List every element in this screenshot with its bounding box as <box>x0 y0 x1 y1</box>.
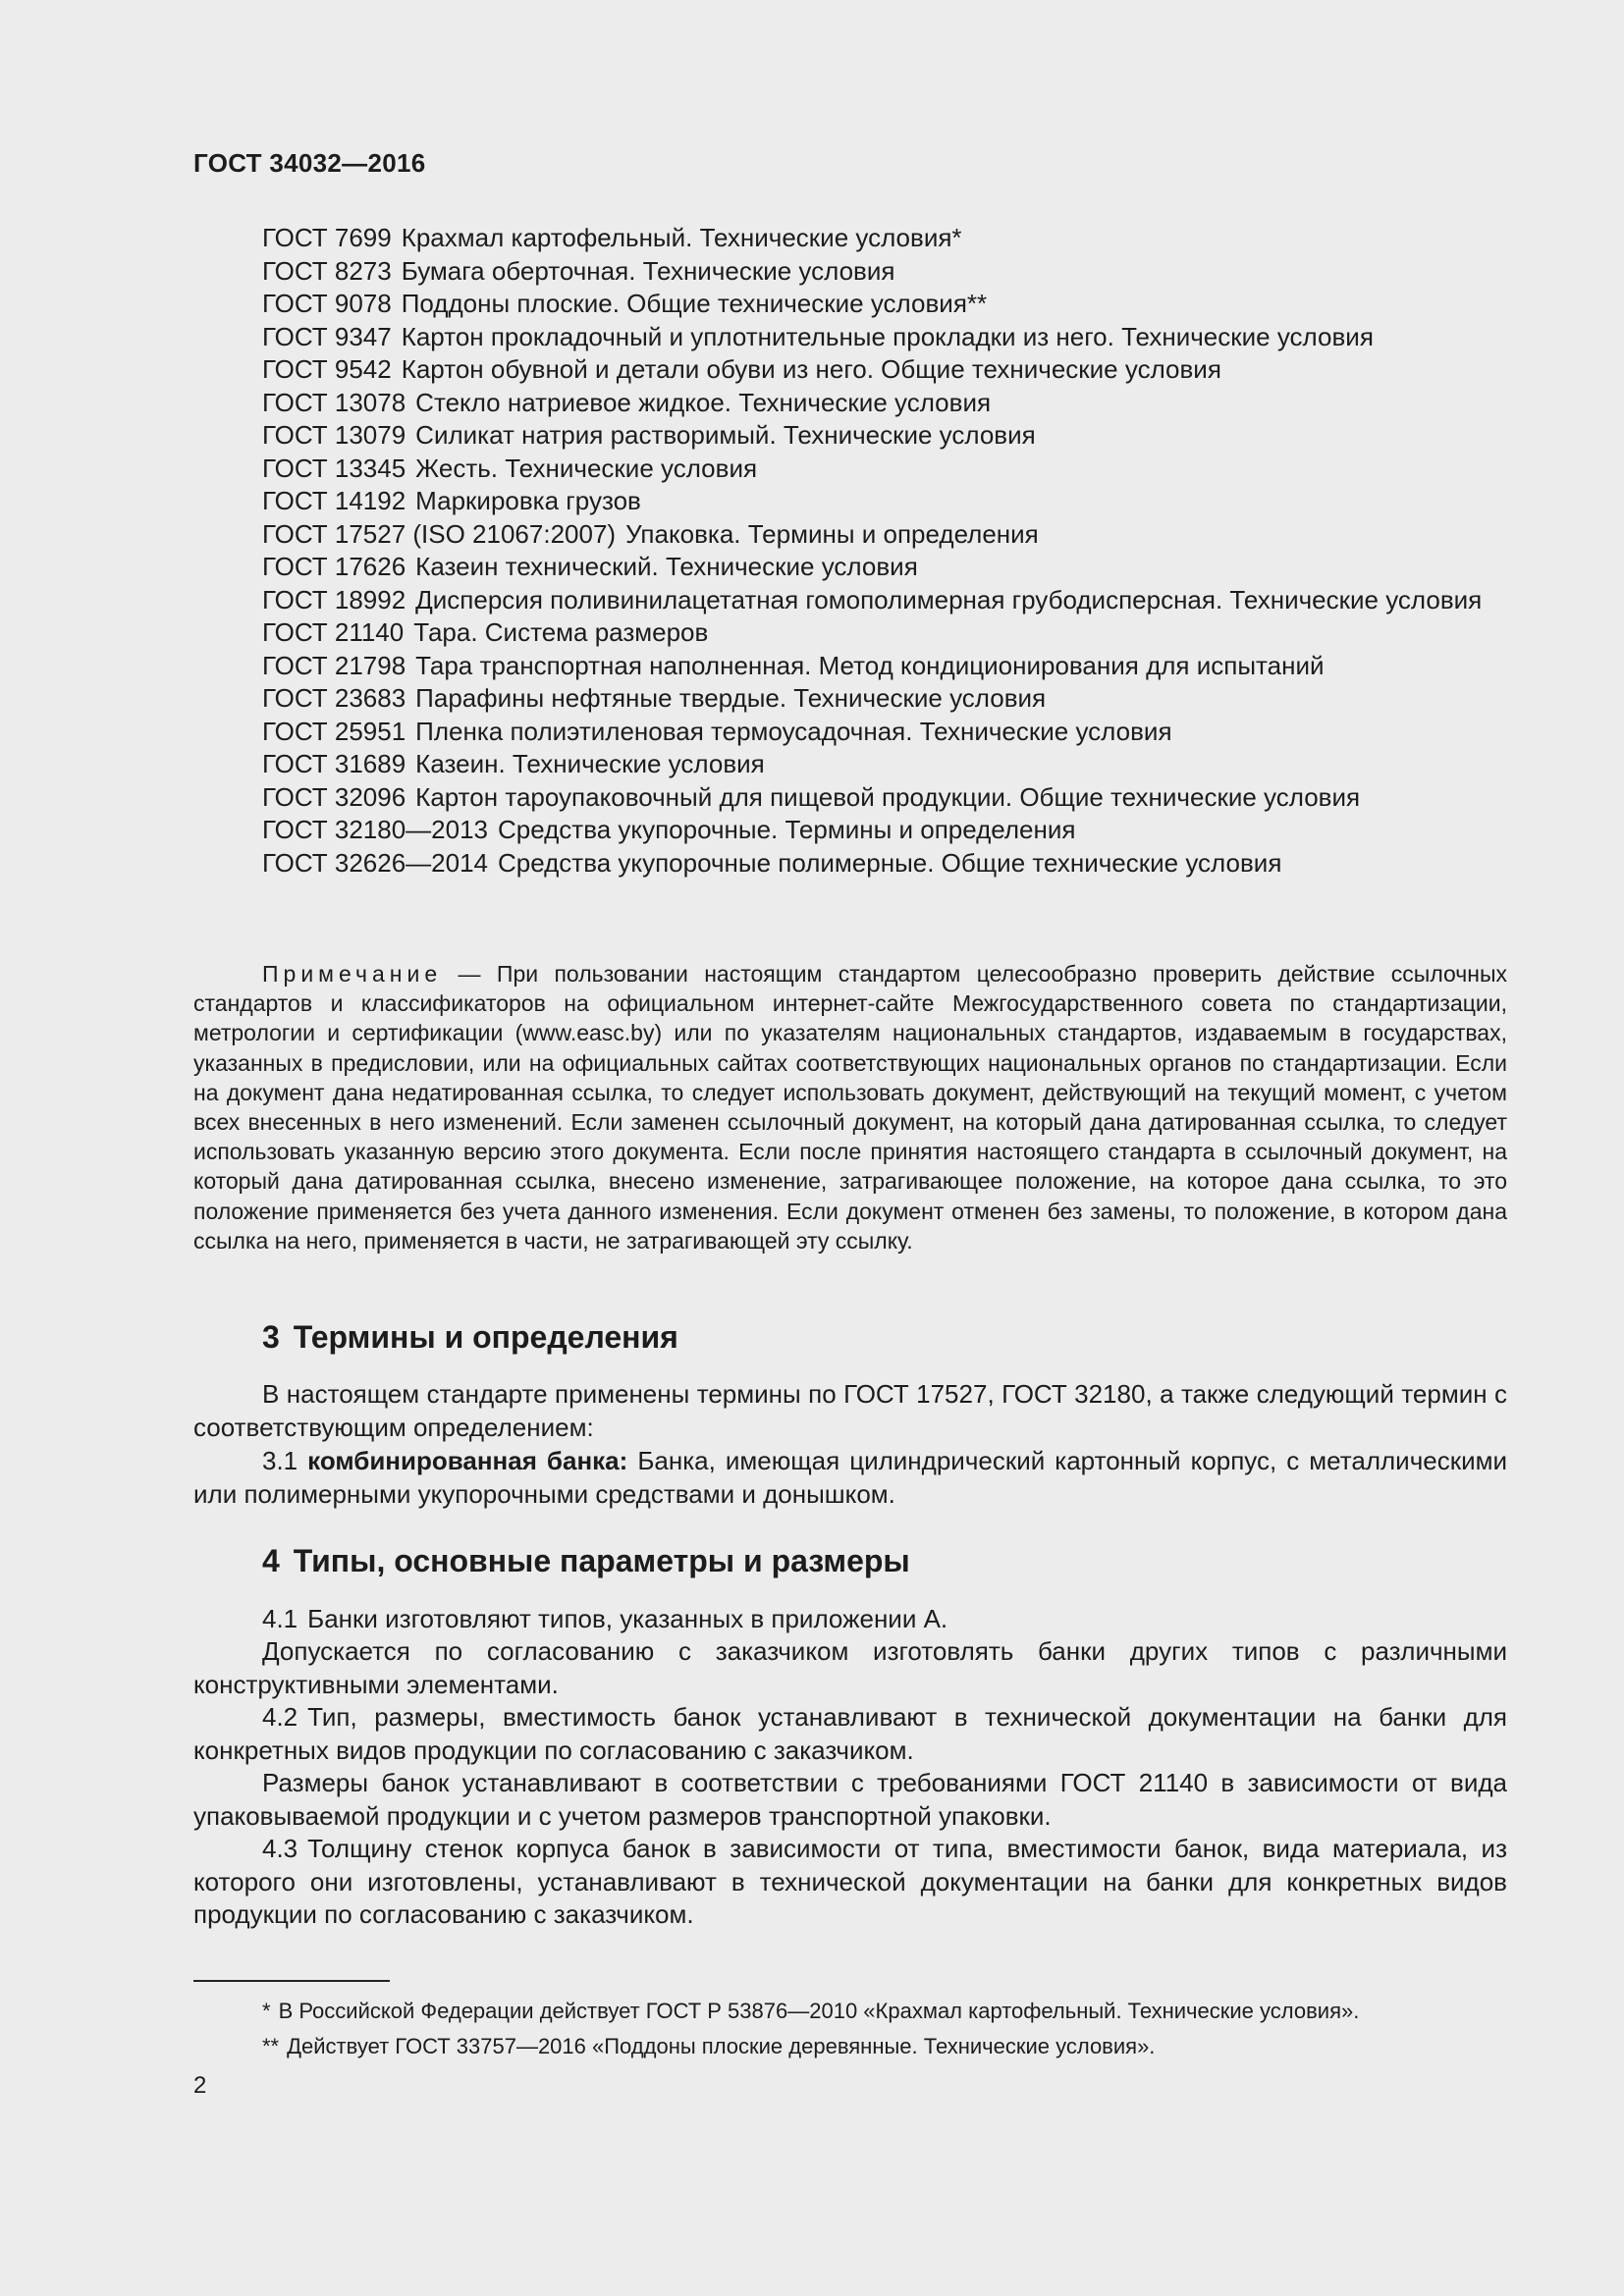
reference-title: Средства укупорочные полимерные. Общие технические условия <box>498 847 1282 878</box>
reference-item <box>193 321 1507 354</box>
reference-title: Стекло натриевое жидкое. Технические условия <box>415 387 992 417</box>
reference-title: Картон обувной и детали обуви из него. Общие технические условия <box>401 354 1221 384</box>
reference-item <box>193 222 1507 255</box>
clause-number: 3.1 <box>262 1446 298 1475</box>
reference-item <box>193 453 1507 486</box>
normative-references-list <box>193 222 1507 880</box>
reference-title: Упаковка. Термины и определения <box>625 518 1039 549</box>
reference-code: ГОСТ 23683 <box>262 683 406 713</box>
reference-item <box>193 485 1507 518</box>
note-label: Примечание <box>262 961 443 987</box>
footnote-text: Действует ГОСТ 33757—2016 «Поддоны плоские деревянные. Технические условия». <box>287 2034 1156 2058</box>
clause-number: 4.1 <box>262 1604 298 1633</box>
reference-code: ГОСТ 21798 <box>262 650 406 680</box>
definition-text: Банка, имеющая цилиндрический картонный корпус, с металлическими или полимерными укупорочными средствами и донышком. <box>193 1446 1507 1509</box>
footnote-text: В Российской Федерации действует ГОСТ Р 53876—2010 «Крахмал картофельный. Технические условия». <box>278 1999 1360 2023</box>
reference-item <box>193 353 1507 387</box>
reference-code: ГОСТ 25951 <box>262 716 406 746</box>
reference-item <box>193 814 1507 847</box>
reference-title: Поддоны плоские. Общие технические условия** <box>401 289 988 318</box>
reference-item <box>193 288 1507 321</box>
reference-item <box>193 682 1507 716</box>
reference-title: Бумага оберточная. Технические условия <box>401 255 895 286</box>
section-title: Термины и определения <box>293 1319 678 1355</box>
footnote <box>262 1999 1359 2024</box>
clause-text: Толщину стенок корпуса банок в зависимости от типа, вместимости банок, вида материала, из которого они изготовлены, устанавливают в технической документации на банки для конкретных видов продукции по согласованию с заказчиком. <box>193 1834 1507 1929</box>
section-3-heading <box>262 1319 678 1356</box>
reference-title: Жесть. Технические условия <box>415 453 758 483</box>
clause-4-1 <box>193 1603 1507 1636</box>
reference-item <box>193 650 1507 683</box>
document-header: ГОСТ 34032—2016 <box>193 148 426 178</box>
reference-code: ГОСТ 9542 <box>262 354 392 384</box>
reference-item <box>193 584 1507 617</box>
reference-code: ГОСТ 32096 <box>262 781 406 812</box>
reference-item <box>193 748 1507 781</box>
clause-4-2-continuation: Размеры банок устанавливают в соответствии с требованиями ГОСТ 21140 в зависимости от вида упаковываемой продукции и с учетом размеров транспортной упаковки. <box>193 1768 1507 1831</box>
reference-code: ГОСТ 14192 <box>262 486 406 515</box>
reference-code: ГОСТ 31689 <box>262 749 406 778</box>
reference-item <box>193 419 1507 453</box>
reference-item <box>193 847 1507 881</box>
clause-4-1-continuation: Допускается по согласованию с заказчиком изготовлять банки других типов с различными конструктивными элементами. <box>193 1636 1507 1699</box>
reference-title: Тара транспортная наполненная. Метод кондиционирования для испытаний <box>415 650 1325 680</box>
references-note <box>193 959 1507 1255</box>
reference-item <box>193 716 1507 749</box>
footnote-separator <box>193 1980 390 1982</box>
term: комбинированная банка: <box>307 1446 628 1475</box>
reference-code: ГОСТ 13079 <box>262 420 406 450</box>
clause-text: Банки изготовляют типов, указанных в приложении А. <box>307 1604 948 1633</box>
reference-title: Парафины нефтяные твердые. Технические условия <box>415 683 1047 713</box>
reference-title: Тара. Система размеров <box>413 617 709 647</box>
reference-code: ГОСТ 8273 <box>262 255 392 286</box>
reference-item <box>193 616 1507 650</box>
footnote-mark: * <box>262 1999 271 2023</box>
reference-code: ГОСТ 13345 <box>262 453 406 483</box>
reference-item <box>193 781 1507 815</box>
section-number: 3 <box>262 1319 280 1355</box>
reference-item <box>193 255 1507 289</box>
reference-code: ГОСТ 9347 <box>262 321 392 351</box>
reference-title: Дисперсия поливинилацетатная гомополимерная грубодисперсная. Технические условия <box>415 584 1483 614</box>
reference-title: Картон прокладочный и уплотнительные прокладки из него. Технические условия <box>401 321 1374 351</box>
reference-code: ГОСТ 7699 <box>262 223 392 252</box>
section-title: Типы, основные параметры и размеры <box>293 1543 910 1578</box>
reference-code: ГОСТ 17527 (ISO 21067:2007) <box>262 518 617 549</box>
reference-code: ГОСТ 32626—2014 <box>262 847 489 878</box>
reference-title: Казеин технический. Технические условия <box>415 552 918 581</box>
reference-title: Маркировка грузов <box>415 486 641 515</box>
section-3-intro: В настоящем стандарте применены термины по ГОСТ 17527, ГОСТ 32180, а также следующий термин с соответствующим определением: <box>193 1379 1507 1442</box>
reference-title: Крахмал картофельный. Технические условия* <box>401 223 962 252</box>
reference-title: Средства укупорочные. Термины и определения <box>498 815 1076 844</box>
section-4-heading <box>262 1543 910 1579</box>
section-number: 4 <box>262 1543 280 1578</box>
reference-code: ГОСТ 17626 <box>262 552 406 581</box>
footnote-mark: ** <box>262 2034 280 2058</box>
clause-text: Тип, размеры, вместимость банок устанавливают в технической документации на банки для конкретных видов продукции по согласованию с заказчиком. <box>193 1702 1507 1765</box>
term-definition <box>193 1445 1507 1511</box>
reference-item <box>193 551 1507 584</box>
clause-4-2 <box>193 1701 1507 1767</box>
reference-title: Картон тароупаковочный для пищевой продукции. Общие технические условия <box>415 781 1361 812</box>
reference-code: ГОСТ 21140 <box>262 617 405 647</box>
note-text: — При пользовании настоящим стандартом целесообразно проверить действие ссылочных стандартов и классификаторов на официальном интернет-сайте Межгосударственного совета по стандартизации, метрологии и сертификации (www.easc.by) или по указателям национальных стандартов, издаваемым в государствах, указанных в предисловии, или на официальных сайтах соответствующих национальных органов по стандартизации. Если на документ дана недатированная ссылка, то следует использовать документ, действующий на текущий момент, с учетом всех внесенных в него изменений. Если заменен ссылочный документ, на который дана датированная ссылка, то следует использовать указанную версию этого документа. Если после принятия настоящего стандарта в ссылочный документ, на который дана датированная ссылка, внесено изменение, затрагивающее положение, на которое дана ссылка, то это положение применяется без учета данного изменения. Если документ отменен без замены, то положение, в котором дана ссылка на него, применяется в части, не затрагивающей эту ссылку. <box>193 961 1507 1254</box>
clause-number: 4.2 <box>262 1702 298 1732</box>
reference-item <box>193 518 1507 552</box>
clause-number: 4.3 <box>262 1834 298 1863</box>
reference-code: ГОСТ 13078 <box>262 387 406 417</box>
reference-code: ГОСТ 9078 <box>262 289 392 318</box>
reference-code: ГОСТ 18992 <box>262 584 406 614</box>
reference-title: Силикат натрия растворимый. Технические условия <box>415 420 1036 450</box>
page-number: 2 <box>193 2072 207 2099</box>
footnote <box>262 2034 1155 2059</box>
clause-4-3 <box>193 1833 1507 1932</box>
reference-title: Пленка полиэтиленовая термоусадочная. Технические условия <box>415 716 1172 746</box>
reference-code: ГОСТ 32180—2013 <box>262 815 489 844</box>
reference-item <box>193 387 1507 420</box>
reference-title: Казеин. Технические условия <box>415 749 765 778</box>
